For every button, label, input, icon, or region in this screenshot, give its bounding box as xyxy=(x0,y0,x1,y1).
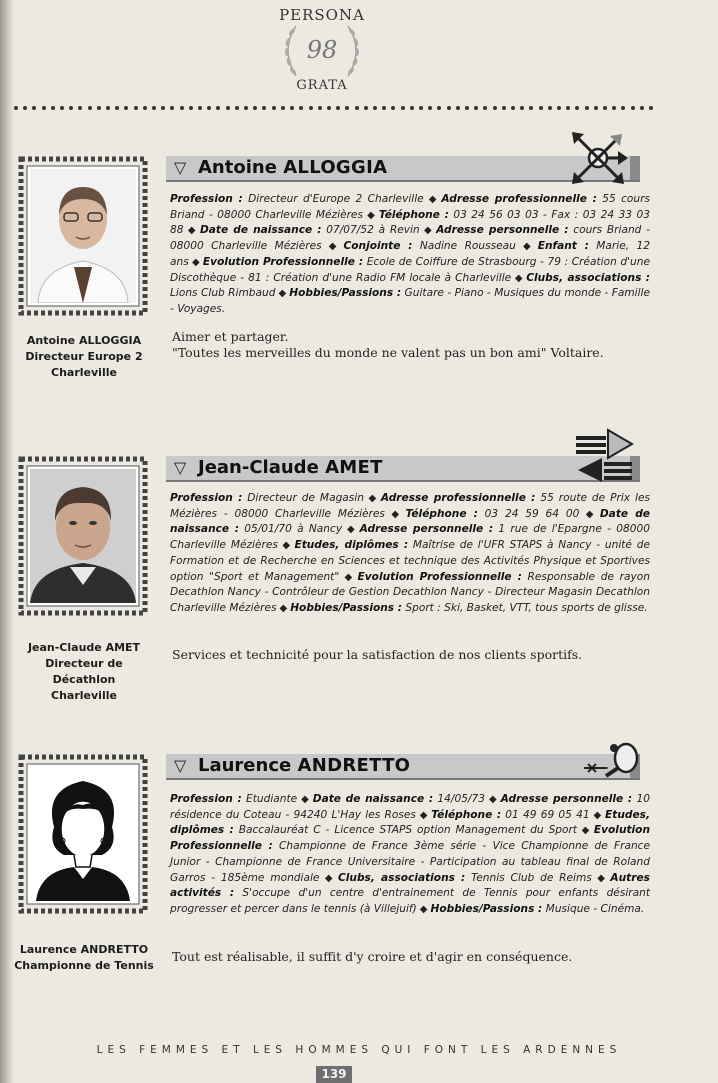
triangle-down-icon: ▽ xyxy=(174,756,187,775)
divider-dot xyxy=(493,106,497,110)
page-number: 139 xyxy=(316,1066,352,1083)
motto-line: Aimer et partager. xyxy=(172,329,289,344)
diamond-separator-icon: ◆ xyxy=(592,809,603,821)
divider-dot xyxy=(511,106,515,110)
diamond-separator-icon: ◆ xyxy=(300,794,310,805)
bio-field-label: Autres activités : xyxy=(170,871,650,900)
bio-field-value: Maîtrise de l'UFR STAPS à Nancy - unité de Formation et de Recherche en Sciences et technique des Activités Physique et Sportives option "Sport et Management" xyxy=(170,539,650,583)
bio-field-label: Enfant : xyxy=(537,240,589,253)
photo-caption xyxy=(14,640,154,704)
divider-dot xyxy=(235,106,239,110)
caption-place: Charleville xyxy=(51,366,117,379)
diamond-separator-icon: ◆ xyxy=(487,794,498,805)
footer-running-title: LES FEMMES ET LES HOMMES QUI FONT LES ARDENNES xyxy=(96,1044,622,1056)
diamond-separator-icon: ◆ xyxy=(366,493,378,504)
bio-field-label: Téléphone : xyxy=(431,808,502,821)
bio-text xyxy=(170,192,650,318)
divider-dot xyxy=(529,106,533,110)
diamond-separator-icon: ◆ xyxy=(514,272,524,284)
divider-dot xyxy=(42,106,46,110)
target-arrows-icon xyxy=(568,128,630,188)
person-name: Antoine ALLOGGIA xyxy=(198,157,388,178)
bio-field-label: Date de naissance : xyxy=(312,793,434,805)
divider-dot xyxy=(428,106,432,110)
bio-field-label: Clubs, associations : xyxy=(338,871,466,884)
divider-dot xyxy=(262,106,266,110)
bio-field-label: Evolution Professionnelle : xyxy=(170,824,650,853)
bio-field-value: Nadine Rousseau xyxy=(412,240,516,253)
photo-stamp-frame xyxy=(18,456,148,616)
divider-dot xyxy=(115,106,119,110)
name-header-bar xyxy=(166,456,640,482)
divider-dot xyxy=(594,106,598,110)
bio-field-value: 03 24 56 03 03 - Fax : 03 24 33 03 88 xyxy=(170,208,650,237)
bio-field-label: Evolution Professionnelle : xyxy=(357,570,522,583)
bio-field-value: Musique - Cinéma. xyxy=(542,902,645,915)
bio-field-label: Adresse professionnelle : xyxy=(441,193,597,205)
bio-field-value: Directeur d'Europe 2 Charleville xyxy=(242,193,424,205)
diamond-separator-icon: ◆ xyxy=(365,209,376,221)
divider-dot xyxy=(539,106,543,110)
bio-field-value: Baccalauréat C - Licence STAPS option Management du Sport xyxy=(233,824,578,837)
bio-field-value: Tennis Club de Reims xyxy=(465,871,592,884)
divider-dot xyxy=(456,106,460,110)
portrait-photo xyxy=(30,169,136,303)
diamond-separator-icon: ◆ xyxy=(422,225,434,237)
divider-dot xyxy=(161,106,165,110)
divider-dot xyxy=(410,106,414,110)
divider-dot xyxy=(299,106,303,110)
page-edge-shadow xyxy=(0,0,14,1083)
divider-dot xyxy=(364,106,368,110)
diamond-separator-icon: ◆ xyxy=(186,225,197,237)
diamond-separator-icon: ◆ xyxy=(419,903,428,915)
bio-field-label: Adresse personnelle : xyxy=(436,224,569,237)
triangle-down-icon: ▽ xyxy=(174,158,187,177)
motto xyxy=(172,329,642,361)
divider-dot xyxy=(97,106,101,110)
diamond-separator-icon: ◆ xyxy=(582,508,597,520)
divider-dot xyxy=(336,106,340,110)
divider-dot xyxy=(447,106,451,110)
bio-field-label: Clubs, associations : xyxy=(526,271,650,284)
caption-title: Directeur Europe 2 xyxy=(25,350,143,363)
photo-caption xyxy=(14,942,154,974)
name-header-bar xyxy=(166,754,640,780)
divider-dot xyxy=(318,106,322,110)
bio-text xyxy=(170,792,650,918)
divider-dot xyxy=(143,106,147,110)
divider-dot xyxy=(465,106,469,110)
divider-dot xyxy=(483,106,487,110)
person-name: Laurence ANDRETTO xyxy=(198,755,411,776)
divider-dot xyxy=(23,106,27,110)
divider-dot xyxy=(272,106,276,110)
photo-stamp-frame xyxy=(18,156,148,316)
motto-quote: "Toutes les merveilles du monde ne valent pas un bon ami" Voltaire. xyxy=(172,345,604,360)
diamond-separator-icon: ◆ xyxy=(580,825,591,837)
bio-field-value: 05/01/70 à Nancy xyxy=(238,523,343,536)
divider-dot xyxy=(355,106,359,110)
bio-field-value: Etudiante xyxy=(241,793,298,805)
divider-dot xyxy=(180,106,184,110)
bio-field-value: 55 route de Prix les Mézières - 08000 Charleville Mézières xyxy=(170,492,651,520)
portrait-photo xyxy=(30,469,136,603)
divider-dot xyxy=(437,106,441,110)
divider-dot xyxy=(106,106,110,110)
diamond-separator-icon: ◆ xyxy=(387,508,403,520)
divider-dot xyxy=(14,106,18,110)
divider-dot xyxy=(548,106,552,110)
bio-field-label: Téléphone : xyxy=(405,507,478,520)
bio-field-label: Hobbies/Passions : xyxy=(289,287,402,300)
divider-dot xyxy=(603,106,607,110)
portrait-silhouette xyxy=(30,767,136,901)
divider-dot xyxy=(520,106,524,110)
bio-field-label: Profession : xyxy=(170,793,242,805)
bio-field-label: Téléphone : xyxy=(378,208,449,221)
photo-stamp-frame xyxy=(18,754,148,914)
caption-title: Championne de Tennis xyxy=(14,959,154,972)
divider-dot xyxy=(152,106,156,110)
bio-field-label: Hobbies/Passions : xyxy=(290,601,403,614)
bio-field-label: Hobbies/Passions : xyxy=(430,902,543,915)
divider-dot xyxy=(373,106,377,110)
bio-field-label: Evolution Professionnelle : xyxy=(202,255,364,268)
divider-dot xyxy=(640,106,644,110)
divider-dot xyxy=(621,106,625,110)
divider-dot xyxy=(170,106,174,110)
divider-dot xyxy=(32,106,36,110)
logo-number: 98 xyxy=(306,36,338,64)
bio-field-label: Adresse personnelle : xyxy=(359,523,494,536)
bio-field-label: Conjointe : xyxy=(343,240,413,253)
bio-field-value: Responsable de rayon Decathlon Nancy - Contrôleur de Gestion Decathlon Nancy - Directeur Magasin Decathlon Charleville Mézières xyxy=(170,570,650,614)
caption-name: Laurence ANDRETTO xyxy=(19,943,149,956)
bio-field-value: 03 24 59 64 00 xyxy=(477,507,580,520)
bio-field-value: 55 cours Briand - 08000 Charleville Mézières xyxy=(170,193,650,221)
bio-field-value: Sport : Ski, Basket, VTT, tous sports de glisse. xyxy=(402,601,648,614)
divider-dot xyxy=(60,106,64,110)
caption-name: Jean-Claude AMET xyxy=(27,641,141,654)
bio-text xyxy=(170,491,650,617)
divider-dot xyxy=(382,106,386,110)
divider-dot xyxy=(216,106,220,110)
bio-field-value: Guitare - Piano - Musiques du monde - Famille - Voyages. xyxy=(170,287,650,315)
divider-dot xyxy=(309,106,313,110)
divider-dot xyxy=(474,106,478,110)
divider-dot xyxy=(391,106,395,110)
divider-dot xyxy=(419,106,423,110)
logo-top-text: PERSONA xyxy=(279,6,365,24)
bio-field-value: Ecole de Coiffure de Strasbourg - 79 : Création d'une Discothèque - 81 : Création d'une Radio FM locale à Charleville xyxy=(170,255,650,284)
bio-field-value: 10 résidence du Coteau - 94240 L'Hay les Roses xyxy=(170,793,650,821)
caption-name: Antoine ALLOGGIA xyxy=(26,334,142,347)
bio-field-value: 01 49 69 05 41 xyxy=(501,808,590,821)
caption-title: Directeur de Décathlon xyxy=(45,657,123,686)
divider-dot xyxy=(198,106,202,110)
diamond-separator-icon: ◆ xyxy=(322,872,335,884)
motto xyxy=(172,949,642,965)
divider-dot xyxy=(78,106,82,110)
divider-dot xyxy=(207,106,211,110)
dotted-divider xyxy=(14,100,654,116)
diamond-separator-icon: ◆ xyxy=(345,524,357,536)
divider-dot xyxy=(69,106,73,110)
motto-line: Services et technicité pour la satisfaction de nos clients sportifs. xyxy=(172,647,583,662)
bio-field-label: Profession : xyxy=(170,492,243,504)
divider-dot xyxy=(557,106,561,110)
divider-dot xyxy=(575,106,579,110)
logo-bottom-text: GRATA xyxy=(296,78,348,93)
arrows-bars-icon xyxy=(574,428,636,484)
triangle-down-icon: ▽ xyxy=(174,458,187,477)
photo-caption xyxy=(14,333,154,381)
diamond-separator-icon: ◆ xyxy=(278,288,287,300)
person-name: Jean-Claude AMET xyxy=(198,457,383,478)
divider-dot xyxy=(253,106,257,110)
bio-field-label: Adresse professionnelle : xyxy=(380,492,536,504)
divider-dot xyxy=(585,106,589,110)
divider-dot xyxy=(281,106,285,110)
divider-dot xyxy=(345,106,349,110)
diamond-separator-icon: ◆ xyxy=(324,241,341,253)
diamond-separator-icon: ◆ xyxy=(426,194,439,205)
diamond-separator-icon: ◆ xyxy=(280,540,292,552)
divider-dot xyxy=(244,106,248,110)
bio-field-label: Etudes, diplômes : xyxy=(294,539,409,552)
divider-dot xyxy=(502,106,506,110)
bio-field-value: Directeur de Magasin xyxy=(242,492,364,504)
bio-field-label: Adresse personnelle : xyxy=(500,793,633,805)
bio-field-value: cours Briand - 08000 Charleville Mézières xyxy=(170,224,650,253)
bio-field-label: Date de naissance : xyxy=(170,507,650,536)
bar-end-tab xyxy=(630,156,640,180)
diamond-separator-icon: ◆ xyxy=(191,256,200,268)
divider-dot xyxy=(631,106,635,110)
diamond-separator-icon: ◆ xyxy=(594,872,608,884)
divider-dot xyxy=(189,106,193,110)
divider-dot xyxy=(134,106,138,110)
divider-dot xyxy=(327,106,331,110)
diamond-separator-icon: ◆ xyxy=(418,809,429,821)
divider-dot xyxy=(124,106,128,110)
bio-field-value: S'occupe d'un centre d'entrainement de Tennis pour enfants désirant progresser et percer dans le tennis (à Villejuif) xyxy=(170,887,651,915)
divider-dot xyxy=(88,106,92,110)
divider-dot xyxy=(226,106,230,110)
bio-field-label: Profession : xyxy=(170,193,243,205)
divider-dot xyxy=(612,106,616,110)
persona-grata-logo xyxy=(262,2,382,98)
divider-dot xyxy=(401,106,405,110)
divider-dot xyxy=(566,106,570,110)
bio-field-label: Date de naissance : xyxy=(199,224,322,237)
bio-field-value: Championne de France 3ème série - Vice Championne de France Junior - Championne de France Universitaire - Participation au tableau final de Roland Garros - 185ème mondiale xyxy=(170,840,650,884)
bio-field-value: 07/07/52 à Revin xyxy=(321,224,420,237)
bio-field-value: Marie, 12 ans xyxy=(170,240,651,268)
bio-field-value: 1 rue de l'Epargne - 08000 Charleville Mézières xyxy=(170,523,650,552)
diamond-separator-icon: ◆ xyxy=(342,571,355,583)
bio-field-value: 14/05/73 xyxy=(433,793,485,805)
divider-dot xyxy=(51,106,55,110)
divider-dot xyxy=(290,106,294,110)
motto xyxy=(172,647,642,663)
motto-line: Tout est réalisable, il suffit d'y croire et d'agir en conséquence. xyxy=(172,949,573,964)
divider-dot xyxy=(649,106,653,110)
caption-place: Charleville xyxy=(51,689,117,702)
bio-field-label: Etudes, diplômes : xyxy=(170,808,650,837)
diamond-separator-icon: ◆ xyxy=(518,241,535,253)
tennis-racket-icon xyxy=(582,738,640,778)
bio-field-value: Lions Club Rimbaud xyxy=(170,287,276,300)
diamond-separator-icon: ◆ xyxy=(279,602,288,614)
